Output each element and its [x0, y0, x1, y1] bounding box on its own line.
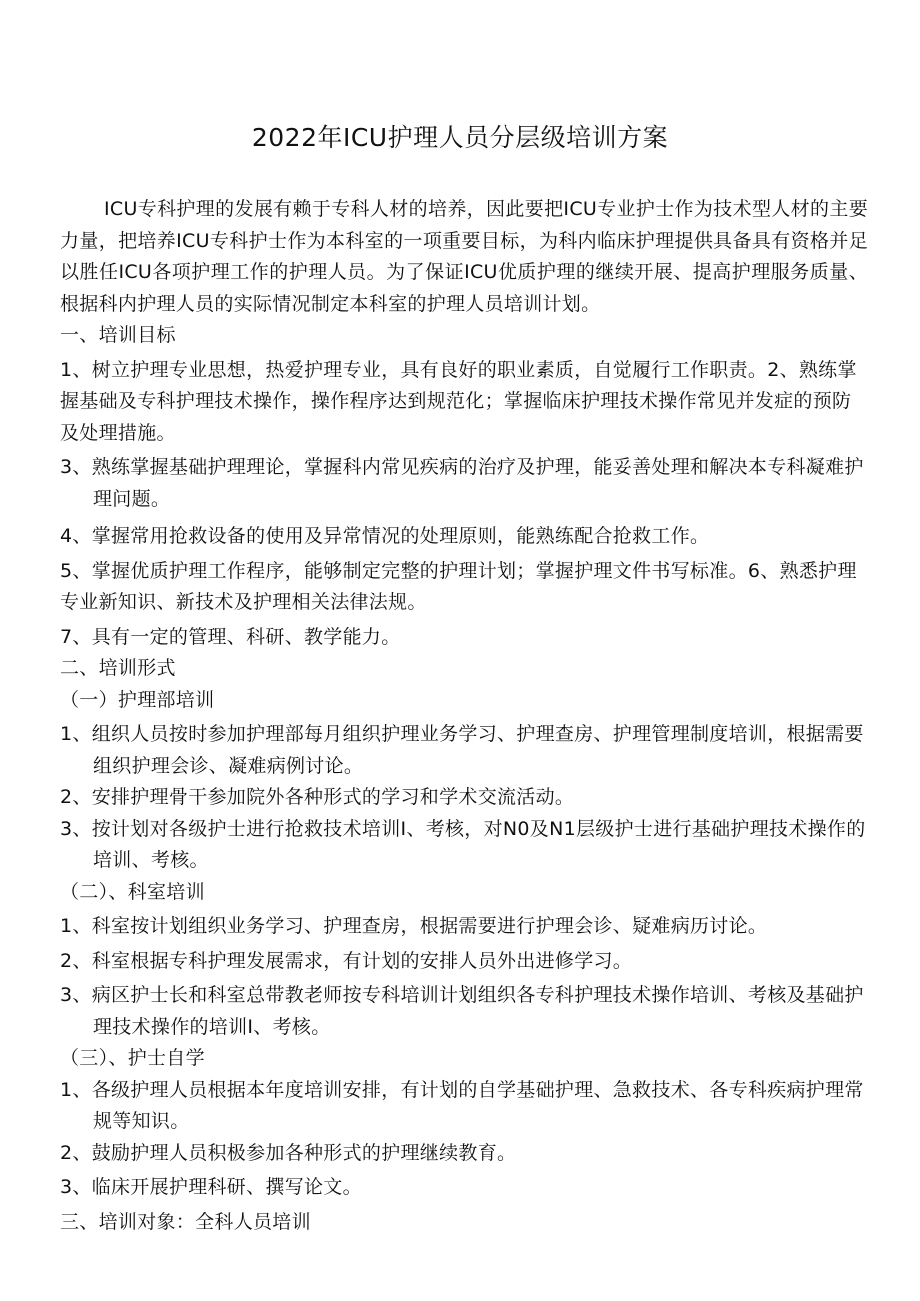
goal-item: 5、掌握优质护理工作程序，能够制定完整的护理计划；掌握护理文件书写标准。6、熟悉护理专业新知识、新技术及护理相关法律法规。 [60, 559, 857, 613]
goal-item: 4、掌握常用抢救设备的使用及异常情况的处理原则，能熟练配合抢救工作。 [60, 525, 710, 547]
goal-item: 7、具有一定的管理、科研、教学能力。 [60, 625, 401, 648]
section-heading-goals: 一、培训目标 [60, 324, 176, 346]
goal-item: 1、树立护理专业思想，热爱护理专业，具有良好的职业素质，自觉履行工作职责。2、熟练掌握基础及专科护理技术操作，操作程序达到规范化；掌握临床护理技术操作常见并发症的预防及处理措施。 [60, 358, 857, 444]
subsection-heading-department: （二）、科室培训 [60, 880, 205, 903]
department-item: 3、病区护士长和科室总带教老师按专科培训计划组织各专科护理技术操作培训、考核及基础护理技术操作的培训I、考核。 [60, 984, 864, 1038]
self-study-item: 2、鼓励护理人员积极参加各种形式的护理继续教育。 [60, 1141, 517, 1164]
subsection-heading-nursing-dept: （一）护理部培训 [60, 688, 215, 711]
nursing-dept-item: 2、安排护理骨干参加院外各种形式的学习和学术交流活动。 [60, 786, 575, 808]
department-item: 2、科室根据专科护理发展需求，有计划的安排人员外出进修学习。 [60, 949, 633, 972]
subsection-heading-self-study: （三）、护士自学 [60, 1047, 205, 1069]
nursing-dept-item: 1、组织人员按时参加护理部每月组织护理业务学习、护理查房、护理管理制度培训，根据需要组织护理会诊、凝难病例讨论。 [60, 723, 864, 777]
document-body [60, 194, 868, 1238]
intro-paragraph: ICU专科护理的发展有赖于专科人材的培养，因此要把ICU专业护士作为技术型人材的主要力量，把培养ICU专科护士作为本科室的一项重要目标，为科内临床护理提供具备具有资格并足以胜任ICU各项护理工作的护理人员。为了保证ICU优质护理的继续开展、提高护理服务质量、根据科内护理人员的实际情况制定本科室的护理人员培训计划。 [60, 198, 868, 315]
section-heading-forms: 二、培训形式 [60, 657, 176, 679]
self-study-item: 3、临床开展护理科研、撰写论文。 [60, 1176, 362, 1198]
goal-item: 3、熟练掌握基础护理理论，掌握科内常见疾病的治疗及护理，能妥善处理和解决本专科凝难护理问题。 [60, 456, 864, 510]
nursing-dept-item: 3、按计划对各级护士进行抢救技术培训I、考核，对N0及N1层级护士进行基础护理技术操作的培训、考核。 [60, 817, 866, 871]
section-heading-targets: 三、培训对象：全科人员培训 [60, 1210, 311, 1233]
self-study-item: 1、各级护理人员根据本年度培训安排，有计划的自学基础护理、急救技术、各专科疾病护理常规等知识。 [60, 1078, 864, 1132]
department-item: 1、科室按计划组织业务学习、护理查房，根据需要进行护理会诊、疑难病历讨论。 [60, 915, 768, 937]
document-title: 2022年ICU护理人员分层级培训方案 [251, 123, 669, 152]
